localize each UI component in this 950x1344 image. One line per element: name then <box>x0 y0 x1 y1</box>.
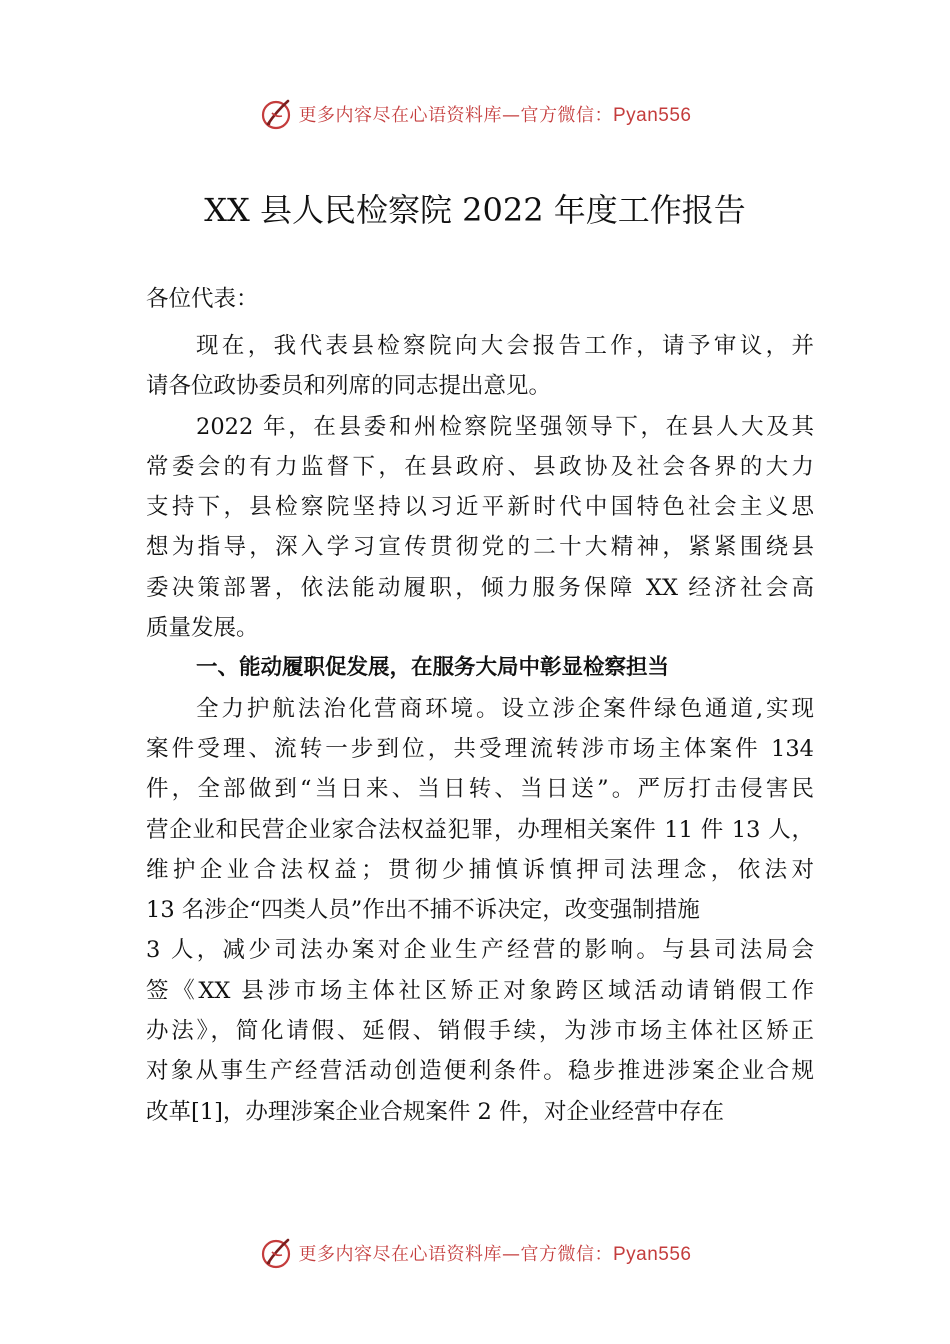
body-line: 件，全部做到“当日来、当日转、当日送”。严厉打击侵害民 <box>146 776 814 803</box>
header-banner-text <box>298 101 691 127</box>
body-line: 13 名涉企“四类人员”作出不捕不诉决定，改变强制措施 <box>146 897 700 924</box>
body-line: 想为指导，深入学习宣传贯彻党的二十大精神，紧紧围绕县 <box>146 534 814 561</box>
section-heading: 一、能动履职促发展，在服务大局中彰显检察担当 <box>196 655 670 681</box>
document-body <box>146 280 814 1132</box>
footer-banner-text <box>298 1240 691 1266</box>
body-line: 支持下，县检察院坚持以习近平新时代中国特色社会主义思 <box>146 494 814 521</box>
body-line: 现在，我代表县检察院向大会报告工作，请予审议，并 <box>196 333 814 359</box>
body-line: 3 人，减少司法办案对企业生产经营的影响。与县司法局会 <box>146 937 814 964</box>
body-line: 案件受理、流转一步到位，共受理流转涉市场主体案件 134 <box>146 735 814 762</box>
body-line: 维护企业合法权益；贯彻少捕慎诉慎押司法理念，依法对 <box>146 856 814 883</box>
document-title: XX 县人民检察院 2022 年度工作报告 <box>204 191 746 229</box>
salutation: 各位代表： <box>146 286 259 312</box>
body-line: 2022 年，在县委和州检察院坚强领导下，在县人大及其 <box>196 413 814 440</box>
header-banner-label: 更多内容尽在心语资料库—官方微信： <box>298 105 613 126</box>
body-line: 办法》，简化请假、延假、销假手续，为涉市场主体社区矫正 <box>146 1018 814 1045</box>
body-line: 全力护航法治化营商环境。设立涉企案件绿色通道,实现 <box>196 695 814 722</box>
footer-banner-label: 更多内容尽在心语资料库—官方微信： <box>298 1244 613 1265</box>
body-line: 营企业和民营企业家合法权益犯罪，办理相关案件 11 件 13 人， <box>146 816 814 843</box>
brush-logo-icon <box>258 1235 294 1271</box>
body-line: 常委会的有力监督下，在县政府、县政协及社会各界的大力 <box>146 453 814 480</box>
header-banner <box>0 94 950 134</box>
footer-wechat-id: Pyan556 <box>612 1244 692 1265</box>
brush-logo-icon <box>258 96 294 132</box>
body-line: 改革[1]，办理涉案企业合规案件 2 件，对企业经营中存在 <box>146 1098 724 1125</box>
body-line: 质量发展。 <box>146 615 259 642</box>
header-wechat-id: Pyan556 <box>612 105 692 126</box>
body-line: 对象从事生产经营活动创造便利条件。稳步推进涉案企业合规 <box>146 1058 814 1085</box>
body-line: 请各位政协委员和列席的同志提出意见。 <box>146 373 552 400</box>
footer-banner <box>0 1233 950 1273</box>
body-line: 委决策部署，依法能动履职，倾力服务保障 XX 经济社会高 <box>146 574 814 601</box>
body-line: 签《XX 县涉市场主体社区矫正对象跨区域活动请销假工作 <box>146 977 814 1004</box>
